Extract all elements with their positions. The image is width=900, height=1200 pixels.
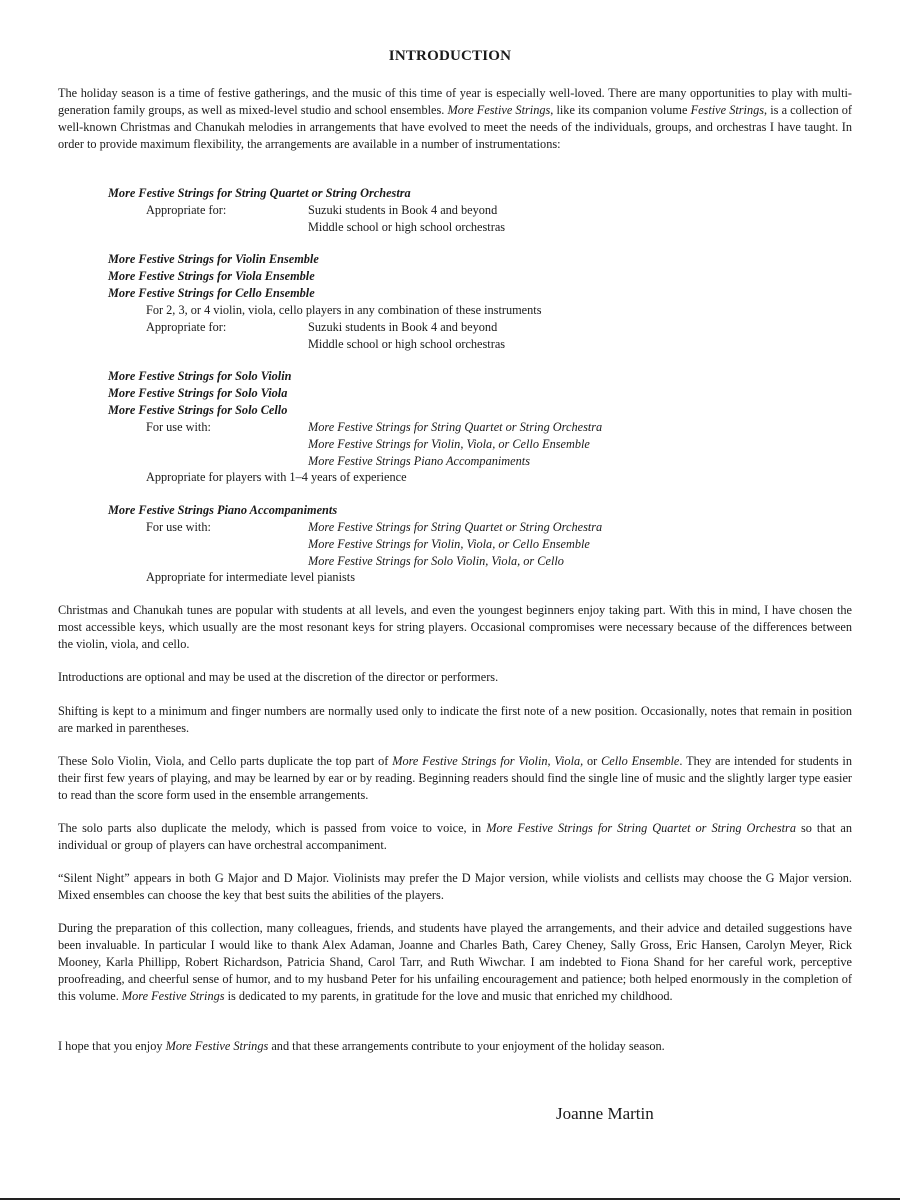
entry-heading: More Festive Strings for Solo Viola <box>108 386 288 400</box>
entry-heading: More Festive Strings Piano Accompaniments <box>108 503 338 517</box>
entry-value: More Festive Strings for String Quartet or String Orchestra <box>308 420 603 434</box>
entry-value: More Festive Strings for Solo Violin, Viola, or Cello <box>308 554 564 568</box>
entry-label: Appropriate for: <box>146 203 227 217</box>
entry-label: Appropriate for: <box>146 320 227 334</box>
melody-paragraph: The solo parts also duplicate the melody, which is passed from voice to voice, in More Festive Strings for String Quartet or String Orchestra so that an individual or group of players can have orchestral accompaniment. <box>58 821 852 852</box>
entry-label: For use with: <box>146 420 211 434</box>
entry-value: Suzuki students in Book 4 and beyond <box>308 203 498 217</box>
entry-note: Appropriate for intermediate level pianists <box>146 570 355 584</box>
entry-value: Suzuki students in Book 4 and beyond <box>308 320 498 334</box>
entry-value: Middle school or high school orchestras <box>308 337 506 351</box>
introductions-paragraph: Introductions are optional and may be used at the discretion of the director or performers. <box>58 670 499 684</box>
silent-night-paragraph: “Silent Night” appears in both G Major and D Major. Violinists may prefer the D Major version, while violists and cellists may choose the G Major version. Mixed ensembles can choose the key that best suits the abilities of the players. <box>58 871 852 902</box>
entry-heading: More Festive Strings for Cello Ensemble <box>108 286 315 300</box>
entry-heading: More Festive Strings for Solo Cello <box>108 403 288 417</box>
author-signature: Joanne Martin <box>556 1104 654 1123</box>
entry-heading: More Festive Strings for Viola Ensemble <box>108 269 315 283</box>
closing-paragraph: I hope that you enjoy More Festive Strings and that these arrangements contribute to your enjoyment of the holiday season. <box>58 1039 665 1053</box>
keys-paragraph: Christmas and Chanukah tunes are popular with students at all levels, and even the youngest beginners enjoy taking part. With this in mind, I have chosen the most accessible keys, which usually are the most resonant keys for string players. Occasional compromises were necessary because of the differences between the violin, viola, and cello. <box>58 603 852 651</box>
solo-parts-paragraph: These Solo Violin, Viola, and Cello parts duplicate the top part of More Festive Strings for Violin, Viola, or Cello Ensemble. They are intended for students in their first few years of playing, and may be learned by ear or by reading. Beginning readers should find the single line of music and the slightly larger type easier to read than the score form used in the ensemble arrangements. <box>58 754 852 802</box>
shifting-paragraph: Shifting is kept to a minimum and finger numbers are normally used only to indicate the first note of a new position. Occasionally, notes that remain in position are marked in parentheses. <box>58 704 852 735</box>
intro-paragraph: The holiday season is a time of festive gatherings, and the music of this time of year is especially well-loved. There are many opportunities to play with multi-generation family groups, as well as mixed-level studio and school ensembles. More Festive Strings, like its companion volume Festive Strings, is a collection of well-known Christmas and Chanukah melodies in arrangements that have evolved to meet the needs of the individuals, groups, and orchestras I have taught. In order to provide maximum flexibility, the arrangements are available in a number of instrumentations: <box>58 86 852 151</box>
entry-value: Middle school or high school orchestras <box>308 220 506 234</box>
entry-value: More Festive Strings for String Quartet or String Orchestra <box>308 520 603 534</box>
entry-note: Appropriate for players with 1–4 years of experience <box>146 470 407 484</box>
acknowledgements-paragraph: During the preparation of this collection, many colleagues, friends, and students have played the arrangements, and their advice and detailed suggestions have been invaluable. In particular I would like to thank Alex Adaman, Joanne and Charles Bath, Carey Cheney, Sally Gross, Eric Hansen, Carolyn Meyer, Rick Mooney, Karla Phillipp, Robert Richardson, Patricia Shand, Carol Tarr, and Ruth Wiwchar. I am indebted to Fiona Shand for her careful work, perceptive proofreading, and cheerful sense of humor, and to my husband Peter for his unfailing encouragement and patience; both helped enormously in the completion of this volume. More Festive Strings is dedicated to my parents, in gratitude for the love and music that enriched my childhood. <box>58 921 852 1003</box>
page-title: INTRODUCTION <box>388 48 512 64</box>
entry-label: For use with: <box>146 520 211 534</box>
entry-heading: More Festive Strings for Solo Violin <box>108 369 292 383</box>
entry-note: For 2, 3, or 4 violin, viola, cello players in any combination of these instruments <box>146 303 542 317</box>
entry-value: More Festive Strings Piano Accompaniments <box>308 454 530 468</box>
entry-value: More Festive Strings for Violin, Viola, or Cello Ensemble <box>308 537 590 551</box>
entry-value: More Festive Strings for Violin, Viola, or Cello Ensemble <box>308 437 590 451</box>
entry-heading: More Festive Strings for Violin Ensemble <box>108 252 319 266</box>
entry-heading: More Festive Strings for String Quartet or String Orchestra <box>108 186 411 200</box>
